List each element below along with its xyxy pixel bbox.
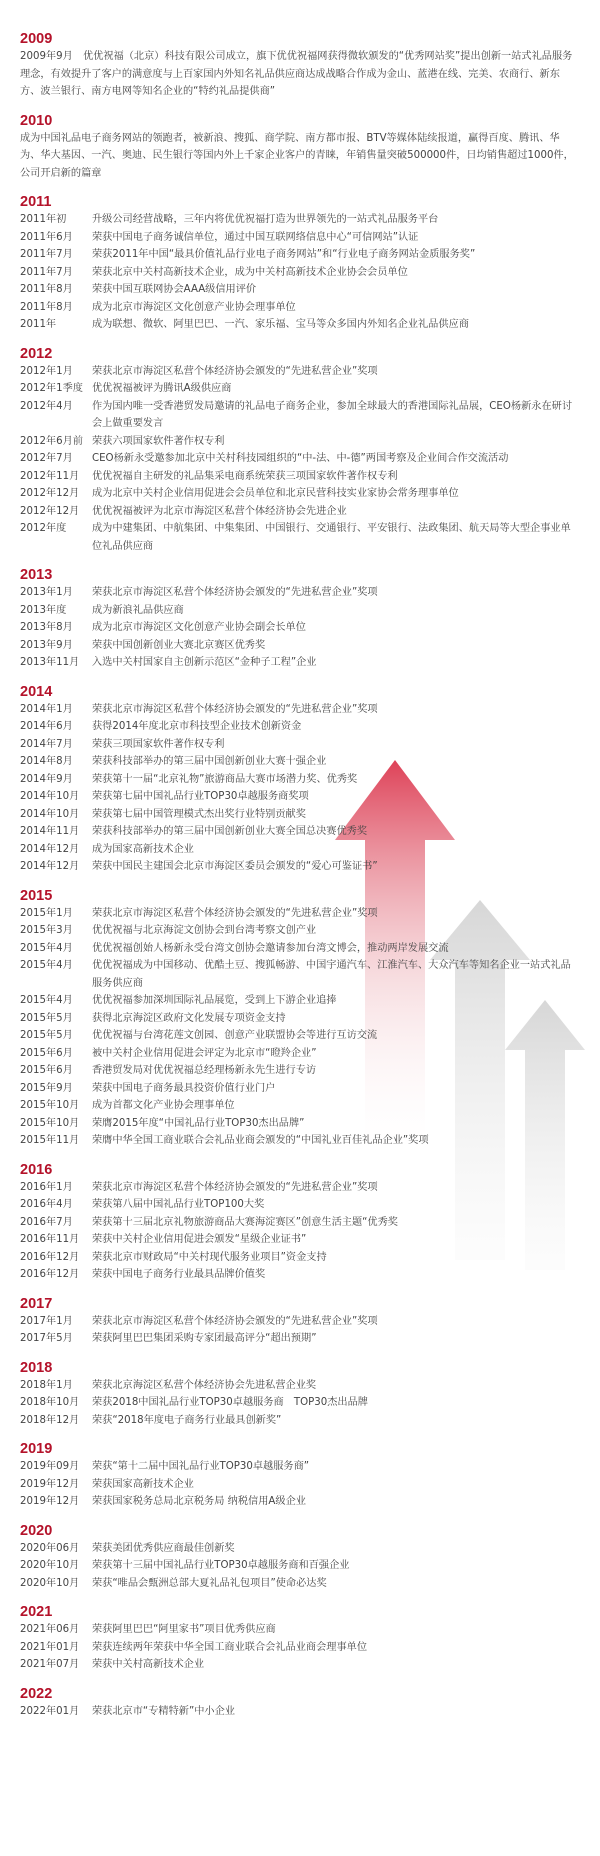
year-heading: 2021	[20, 1604, 53, 1620]
timeline-entry	[20, 1493, 580, 1511]
entry-text: 作为国内唯一受香港贸发局邀请的礼品电子商务企业，参加全球最大的香港国际礼品展，CEO杨新永在研讨会上做重要发言	[92, 400, 573, 429]
year-heading: 2022	[20, 1685, 53, 1702]
entry-text: 获得2014年度北京市科技型企业技术创新资金	[92, 721, 302, 732]
entry-date: 2014年10月	[20, 808, 80, 820]
entry-text: 荣获科技部举办的第三届中国创新创业大赛十强企业	[92, 756, 327, 767]
entry-date: 2011年7月	[20, 266, 73, 278]
entry-date: 2015年11月	[20, 1135, 80, 1146]
timeline-entry	[20, 905, 580, 923]
entry-text: 荣获北京市海淀区私营个体经济协会颁发的“先进私营企业”奖项	[92, 587, 378, 598]
entry-date: 2011年7月	[20, 249, 73, 260]
timeline-entry	[20, 1540, 580, 1558]
timeline-entry	[20, 619, 580, 637]
year-section-2021	[20, 1603, 580, 1674]
timeline-entry	[20, 1266, 580, 1284]
timeline-entry	[20, 637, 580, 655]
entry-date: 2014年10月	[20, 791, 80, 802]
entry-date: 2019年12月	[20, 1496, 80, 1507]
timeline-entry	[20, 433, 580, 451]
entry-date: 2012年12月	[20, 505, 80, 517]
timeline-entry	[20, 858, 580, 876]
timeline-entry	[20, 992, 580, 1010]
timeline-entry	[20, 468, 580, 486]
timeline-entry	[20, 1313, 580, 1331]
year-heading: 2016	[20, 1161, 53, 1178]
entry-text: 荣膺中华全国工商业联合会礼品业商会颁发的“中国礼业百佳礼品企业”奖项	[92, 1135, 429, 1146]
entry-text: 荣获北京市海淀区私营个体经济协会颁发的“先进私营企业”奖项	[92, 1315, 378, 1327]
entry-date: 2014年12月	[20, 861, 80, 872]
entry-text: 优优祝福成为中国移动、优酷土豆、搜狐畅游、中国宇通汽车、江淮汽车、大众汽车等知名企业一站式礼品服务供应商	[92, 960, 571, 989]
year-section-2017	[20, 1295, 580, 1348]
year-section-2022	[20, 1685, 580, 1721]
year-section-2011	[20, 193, 580, 334]
year-heading: 2020	[20, 1522, 53, 1539]
timeline-entry	[20, 1097, 580, 1115]
entry-text: 荣获“第十二届中国礼品行业TOP30卓越服务商”	[92, 1461, 310, 1472]
timeline-entry	[20, 264, 580, 282]
timeline-entry	[20, 718, 580, 736]
entry-text: 成为首都文化产业协会理事单位	[92, 1100, 235, 1111]
year-heading: 2013	[20, 567, 53, 583]
timeline-entry	[20, 957, 580, 992]
timeline-entry	[20, 1027, 580, 1045]
entry-date: 2012年1季度	[20, 383, 83, 394]
entry-date: 2014年12月	[20, 843, 80, 855]
year-heading: 2019	[20, 1441, 53, 1457]
entry-text: 获得北京海淀区政府文化发展专项资金支持	[92, 1012, 286, 1024]
entry-date: 2017年5月	[20, 1333, 73, 1344]
entry-text: 荣获中关村企业信用促进会颁发“星级企业证书”	[92, 1234, 307, 1245]
entry-date: 2012年6月前	[20, 435, 83, 447]
year-heading: 2018	[20, 1359, 53, 1376]
entry-text: 荣获中关村高新技术企业	[92, 1659, 205, 1670]
entry-text: 荣获第七届中国礼品行业TOP30卓越服务商奖项	[92, 791, 309, 802]
entry-date: 2018年10月	[20, 1397, 80, 1408]
year-heading: 2017	[20, 1295, 53, 1312]
entry-date: 2020年10月	[20, 1560, 80, 1571]
entry-text: 优优祝福被评为腾讯A级供应商	[92, 383, 232, 394]
entry-date: 2013年11月	[20, 657, 80, 668]
entry-date: 2011年8月	[20, 284, 73, 295]
timeline-entry	[20, 316, 580, 334]
entry-date: 2012年度	[20, 523, 67, 534]
entry-text: 荣获北京海淀区私营个体经济协会先进私营企业奖	[92, 1379, 317, 1391]
timeline-entry	[20, 1010, 580, 1028]
timeline-entry	[20, 1703, 580, 1721]
year-section-2012	[20, 345, 580, 556]
entry-date: 2013年度	[20, 604, 67, 616]
entry-text: 优优祝福被评为北京市海淀区私营个体经济协会先进企业	[92, 505, 347, 517]
timeline-entry	[20, 246, 580, 264]
timeline-entry	[20, 1045, 580, 1063]
entry-date: 2011年8月	[20, 301, 73, 313]
timeline-entry	[20, 940, 580, 958]
entry-date: 2012年12月	[20, 488, 80, 499]
entry-date: 2016年4月	[20, 1199, 73, 1210]
entry-text: 荣获六项国家软件著作权专利	[92, 435, 225, 447]
timeline-entry	[20, 1179, 580, 1197]
entry-text: 成为北京市海淀区文化创意产业协会副会长单位	[92, 622, 306, 633]
year-heading: 2010	[20, 112, 53, 129]
entry-text: 优优祝福创始人杨新永受台湾文创协会邀请参加台湾文博会，推动两岸发展交流	[92, 942, 449, 954]
entry-date: 2016年11月	[20, 1234, 80, 1245]
entry-date: 2015年5月	[20, 1012, 73, 1024]
entry-date: 2016年1月	[20, 1181, 73, 1193]
entry-text: 荣获三项国家软件著作权专利	[92, 738, 225, 750]
entry-text: 荣获北京市“专精特新”中小企业	[92, 1705, 235, 1717]
entry-text: 成为联想、微软、阿里巴巴、一汽、家乐福、宝马等众多国内外知名企业礼品供应商	[92, 319, 469, 330]
year-description: 成为中国礼品电子商务网站的领跑者，被新浪、搜狐、商学院、南方都市报、BTV等媒体陆续报道，赢得百度、腾讯、华为、华大基因、一汽、奥迪、民生银行等国内外上千家企业客户的青睐，年销售量突破500000件，日均销售超过1000件，公司开启新的篇章	[20, 132, 574, 179]
entry-text: 优优祝福与北京海淀文创协会到台湾考察文创产业	[92, 925, 317, 936]
entry-text: 成为北京中关村企业信用促进会会员单位和北京民营科技实业家协会常务理事单位	[92, 488, 459, 499]
timeline-entry	[20, 841, 580, 859]
entry-date: 2015年10月	[20, 1100, 80, 1111]
entry-date: 2015年4月	[20, 942, 73, 954]
entry-date: 2015年6月	[20, 1047, 73, 1059]
timeline-entry	[20, 1476, 580, 1494]
entry-text: 荣获阿里巴巴集团采购专家团最高评分“超出预期”	[92, 1333, 317, 1344]
timeline-entry	[20, 823, 580, 841]
entry-text: 荣获阿里巴巴“阿里家书”项目优秀供应商	[92, 1624, 276, 1635]
year-section-2015	[20, 887, 580, 1150]
timeline-entry	[20, 1639, 580, 1657]
entry-date: 2015年10月	[20, 1117, 80, 1129]
entry-date: 2015年6月	[20, 1065, 73, 1076]
entry-date: 2016年12月	[20, 1251, 80, 1263]
entry-text: 荣获第七届中国管理模式杰出奖行业特别贡献奖	[92, 808, 306, 820]
entry-text: 荣获北京市海淀区私营个体经济协会颁发的“先进私营企业”奖项	[92, 1181, 378, 1193]
entry-text: 荣获“唯品会甄洲总部大夏礼品礼包项目”使命必达奖	[92, 1577, 327, 1589]
year-section-2020	[20, 1522, 580, 1593]
year-section-2018	[20, 1359, 580, 1430]
timeline-entry	[20, 1394, 580, 1412]
entry-date: 2016年7月	[20, 1216, 73, 1228]
timeline-entry	[20, 1575, 580, 1593]
entry-date: 2021年06月	[20, 1624, 80, 1635]
entry-text: 升级公司经营战略，三年内将优优祝福打造为世界领先的一站式礼品服务平台	[92, 214, 439, 225]
timeline-entry	[20, 922, 580, 940]
entry-text: 荣获北京市海淀区私营个体经济协会颁发的“先进私营企业”奖项	[92, 365, 378, 377]
entry-text: 荣获“2018年度电子商务行业最具创新奖”	[92, 1414, 282, 1426]
entry-text: 优优祝福与台湾花莲文创园、创意产业联盟协会等进行互访交流	[92, 1030, 378, 1041]
entry-date: 2019年09月	[20, 1461, 80, 1472]
entry-date: 2015年3月	[20, 925, 73, 936]
entry-date: 2019年12月	[20, 1478, 80, 1490]
year-heading: 2009	[20, 31, 53, 47]
entry-date: 2012年7月	[20, 453, 73, 464]
timeline-entry	[20, 1330, 580, 1348]
timeline-entry	[20, 299, 580, 317]
entry-text: 荣获2018中国礼品行业TOP30卓越服务商 TOP30杰出品牌	[92, 1397, 368, 1408]
timeline-entry	[20, 1557, 580, 1575]
timeline-entry	[20, 771, 580, 789]
year-description: 2009年9月 优优祝福（北京）科技有限公司成立，旗下优优祝福网获得微软颁发的“优秀网站奖”提出创新一站式礼品服务理念，有效提升了客户的满意度与上百家国内外知名礼品供应商达成战略合作成为金山、蓝港在线、完美、农商行、新东方、波兰银行、南方电网等知名企业的“特约礼品提供商”	[20, 51, 573, 97]
timeline-entry	[20, 450, 580, 468]
entry-date: 2014年6月	[20, 721, 73, 732]
entry-text: 荣获连续两年荣获中华全国工商业联合会礼品业商会理事单位	[92, 1641, 368, 1653]
entry-date: 2016年12月	[20, 1269, 80, 1280]
entry-text: 成为国家高新技术企业	[92, 843, 194, 855]
entry-date: 2022年01月	[20, 1705, 80, 1717]
timeline-entry	[20, 1231, 580, 1249]
timeline-entry	[20, 584, 580, 602]
entry-text: 荣获北京中关村高新技术企业，成为中关村高新技术企业协会会员单位	[92, 266, 408, 278]
entry-text: 荣获美团优秀供应商最佳创新奖	[92, 1542, 235, 1554]
entry-text: 荣膺2015年度“中国礼品行业TOP30杰出品牌”	[92, 1117, 305, 1129]
timeline-entry	[20, 806, 580, 824]
entry-text: 荣获中国电子商务行业最具品牌价值奖	[92, 1269, 266, 1280]
entry-date: 2012年11月	[20, 470, 80, 482]
timeline-entry	[20, 654, 580, 672]
entry-text: 入选中关村国家自主创新示范区“金种子工程”企业	[92, 657, 317, 668]
year-section-2014	[20, 683, 580, 876]
entry-text: 成为新浪礼品供应商	[92, 604, 184, 616]
entry-date: 2020年06月	[20, 1542, 80, 1554]
timeline-entry	[20, 485, 580, 503]
entry-date: 2020年10月	[20, 1577, 80, 1589]
entry-text: 香港贸发局对优优祝福总经理杨新永先生进行专访	[92, 1065, 317, 1076]
entry-text: 成为北京市海淀区文化创意产业协会理事单位	[92, 301, 296, 313]
entry-text: 成为中建集团、中航集团、中集集团、中国银行、交通银行、平安银行、法政集团、航天局等大型企事业单位礼品供应商	[92, 523, 571, 552]
entry-text: 荣获国家高新技术企业	[92, 1478, 194, 1490]
entry-text: 被中关村企业信用促进会评定为北京市“瞪羚企业”	[92, 1047, 317, 1059]
entry-date: 2012年1月	[20, 365, 73, 377]
timeline-entry	[20, 1062, 580, 1080]
timeline-entry	[20, 503, 580, 521]
entry-text: 荣获国家税务总局北京税务局 纳税信用A级企业	[92, 1496, 306, 1507]
entry-text: 荣获中国创新创业大赛北京赛区优秀奖	[92, 639, 266, 651]
year-heading: 2012	[20, 345, 53, 362]
entry-text: 荣获中国互联网协会AAA级信用评价	[92, 284, 257, 295]
timeline-entry	[20, 1132, 580, 1150]
year-heading: 2011	[20, 194, 52, 210]
entry-text: 荣获2011年中国“最具价值礼品行业电子商务网站”和“行业电子商务网站金质服务奖”	[92, 249, 476, 260]
timeline-entry	[20, 1458, 580, 1476]
timeline-entry	[20, 398, 580, 433]
entry-date: 2015年4月	[20, 995, 73, 1006]
entry-text: 优优祝福参加深圳国际礼品展览，受到上下游企业追捧	[92, 995, 337, 1006]
timeline-entry	[20, 1115, 580, 1133]
entry-text: CEO杨新永受邀参加北京中关村科技园组织的“中-法、中-德”两国考察及企业间合作交流活动	[92, 453, 509, 464]
entry-text: 荣获第八届中国礼品行业TOP100大奖	[92, 1199, 265, 1210]
entry-text: 荣获第十三届北京礼物旅游商品大赛海淀赛区”创意生活主题“优秀奖	[92, 1216, 398, 1228]
entry-text: 荣获科技部举办的第三届中国创新创业大赛全国总决赛优秀奖	[92, 826, 368, 837]
entry-date: 2013年8月	[20, 622, 73, 633]
entry-date: 2018年1月	[20, 1379, 73, 1391]
entry-text: 荣获第十三届中国礼品行业TOP30卓越服务商和百强企业	[92, 1560, 350, 1571]
year-heading: 2015	[20, 887, 53, 904]
entry-date: 2015年1月	[20, 907, 73, 919]
timeline-entry	[20, 753, 580, 771]
entry-text: 荣获中国电子商务诚信单位，通过中国互联网络信息中心“可信网站”认证	[92, 231, 419, 243]
entry-text: 荣获北京市海淀区私营个体经济协会颁发的“先进私营企业”奖项	[92, 703, 378, 715]
entry-date: 2015年9月	[20, 1082, 73, 1094]
timeline-entry	[20, 1196, 580, 1214]
entry-date: 2011年初	[20, 214, 67, 225]
timeline-entry	[20, 788, 580, 806]
year-section-2009	[20, 30, 580, 101]
timeline	[20, 30, 580, 1731]
entry-text: 优优祝福自主研发的礼品集采电商系统荣获三项国家软件著作权专利	[92, 470, 398, 482]
timeline-entry	[20, 229, 580, 247]
entry-date: 2018年12月	[20, 1414, 80, 1426]
timeline-entry	[20, 520, 580, 555]
entry-date: 2014年1月	[20, 703, 73, 715]
entry-text: 荣获第十一届“北京礼物”旅游商品大赛市场潜力奖、优秀奖	[92, 773, 358, 785]
year-heading: 2014	[20, 683, 53, 700]
timeline-entry	[20, 736, 580, 754]
timeline-entry	[20, 1412, 580, 1430]
entry-date: 2011年6月	[20, 231, 73, 243]
entry-text: 荣获北京市海淀区私营个体经济协会颁发的“先进私营企业”奖项	[92, 907, 378, 919]
timeline-entry	[20, 1656, 580, 1674]
entry-text: 荣获北京市财政局“中关村现代服务业项目”资金支持	[92, 1251, 327, 1263]
entry-date: 2017年1月	[20, 1315, 73, 1327]
timeline-entry	[20, 1080, 580, 1098]
timeline-entry	[20, 211, 580, 229]
timeline-entry	[20, 1214, 580, 1232]
timeline-entry	[20, 380, 580, 398]
timeline-entry	[20, 1621, 580, 1639]
entry-date: 2013年1月	[20, 587, 73, 598]
year-section-2019	[20, 1440, 580, 1511]
entry-date: 2021年07月	[20, 1659, 80, 1670]
timeline-entry	[20, 602, 580, 620]
entry-date: 2013年9月	[20, 639, 73, 651]
entry-date: 2011年	[20, 319, 57, 330]
year-section-2016	[20, 1161, 580, 1284]
entry-date: 2014年9月	[20, 773, 73, 785]
timeline-entry	[20, 701, 580, 719]
entry-date: 2014年7月	[20, 738, 73, 750]
timeline-entry	[20, 363, 580, 381]
entry-date: 2021年01月	[20, 1641, 80, 1653]
entry-text: 荣获中国民主建国会北京市海淀区委员会颁发的“爱心可鉴证书”	[92, 861, 378, 872]
year-section-2013	[20, 566, 580, 672]
entry-text: 荣获中国电子商务最具投资价值行业门户	[92, 1082, 276, 1094]
timeline-entry	[20, 1249, 580, 1267]
year-section-2010	[20, 112, 580, 183]
entry-date: 2015年5月	[20, 1030, 73, 1041]
entry-date: 2012年4月	[20, 400, 73, 412]
timeline-entry	[20, 1377, 580, 1395]
timeline-entry	[20, 281, 580, 299]
entry-date: 2014年11月	[20, 826, 80, 837]
entry-date: 2014年8月	[20, 756, 73, 767]
entry-date: 2015年4月	[20, 960, 73, 971]
